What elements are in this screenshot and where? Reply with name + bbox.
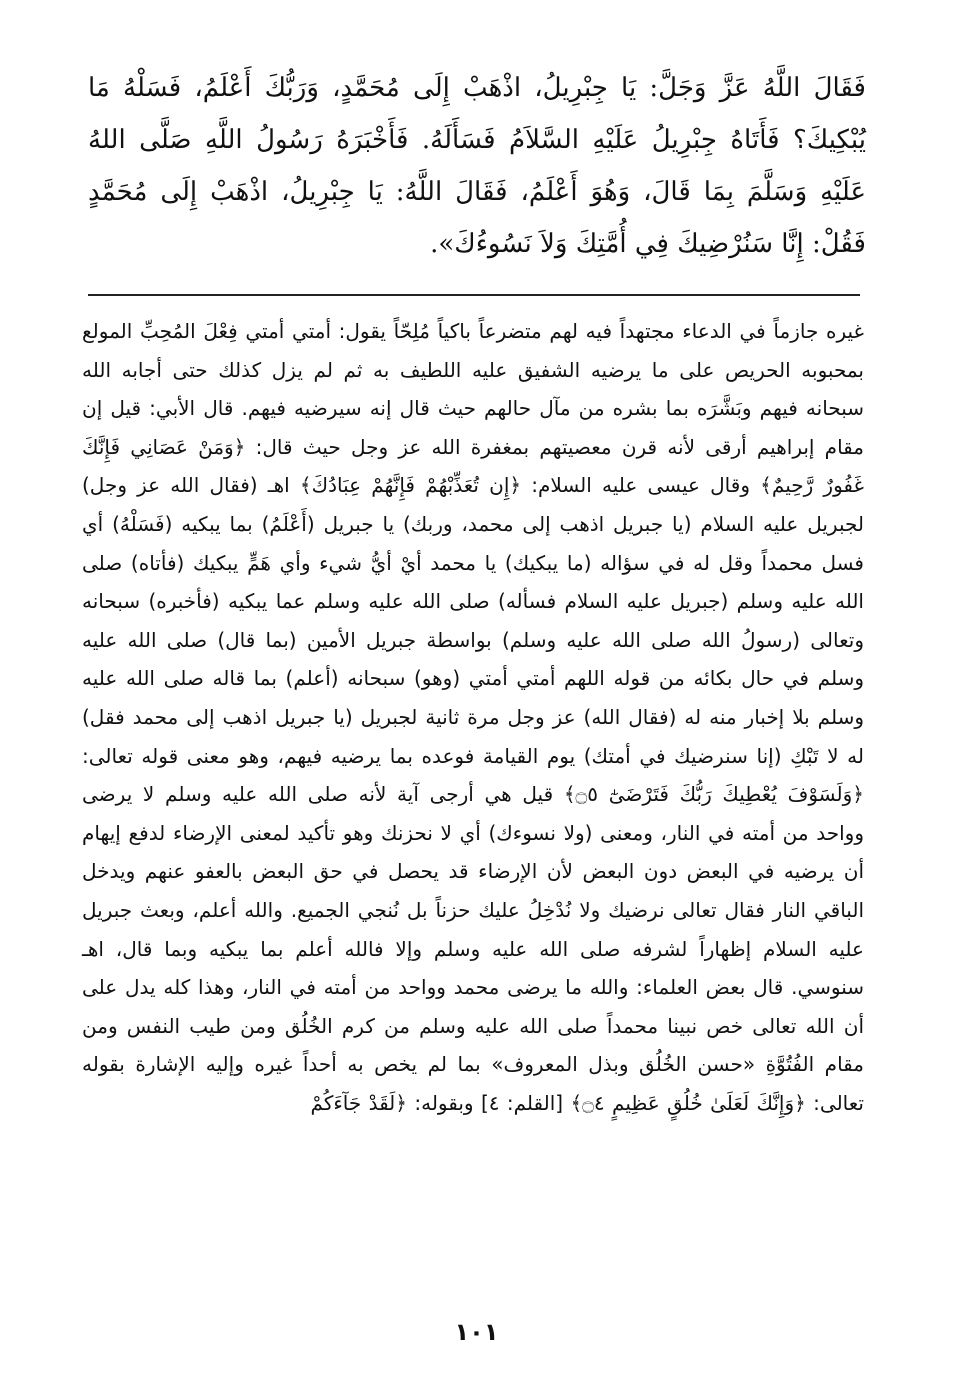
page-number: ١٠١ xyxy=(454,1318,499,1346)
commentary-text xyxy=(82,312,864,1122)
footnote-divider xyxy=(88,294,860,296)
commentary-paragraph: غيره جازماً في الدعاء مجتهداً فيه لهم متضرعاً باكياً مُلِحّاً يقول: أمتي أمتي فِعْلَ المُحِبِّ المولع بمحبوبه الحريص على ما يرضيه الشفيق عليه اللطيف به ثم لم يزل كذلك حتى أجابه الله سبحانه فيهم وبَشَّرَه بما بشره من مآل حالهم حيث قال إنه سيرضيه فيهم. قال الأبي: قيل إن مقام إبراهيم أرقى لأنه قرن معصيتهم بمغفرة الله عز وجل حيث قال: ﴿وَمَنْ عَصَانِي فَإِنَّكَ غَفُورٌ رَّحِيمٌ﴾ وقال عيسى عليه السلام: ﴿إِن تُعَذِّبْهُمْ فَإِنَّهُمْ عِبَادُكَ﴾ اهـ (فقال الله عز وجل) لجبريل عليه السلام (يا جبريل اذهب إلى محمد، وربك) يا جبريل (أَعْلَمُ) بما يبكيه (فَسَلْهُ) أي فسل محمداً وقل له في سؤاله (ما يبكيك) يا محمد أيْ أيُّ شيء وأي هَمٍّ يبكيك (فأتاه) صلى الله عليه وسلم (جبريل عليه السلام فسأله) صلى الله عليه وسلم عما يبكيه (فأخبره) سبحانه وتعالى (رسولُ الله صلى الله عليه وسلم) بواسطة جبريل الأمين (بما قال) صلى الله عليه وسلم في حال بكائه من قوله اللهم أمتي أمتي (وهو) سبحانه (أعلم) بما قاله صلى الله عليه وسلم بلا إخبار منه له (فقال الله) عز وجل مرة ثانية لجبريل (يا جبريل اذهب إلى محمد فقل) له لا تَبْكِ (إنا سنرضيك في أمتك) يوم القيامة فوعده بما يرضيه فيهم، وهو معنى قوله تعالى: ﴿وَلَسَوْفَ يُعْطِيكَ رَبُّكَ فَتَرْضَىٰٓ ۝٥﴾ قيل هي أرجى آية لأنه صلى الله عليه وسلم لا يرضى وواحد من أمته في النار، ومعنى (ولا نسوءك) أي لا نحزنك وهو تأكيد لمعنى الإرضاء لدفع إيهام أن يرضيه في البعض دون البعض لأن الإرضاء قد يحصل في حق البعض بالعفو عنهم ويدخل الباقي النار فقال تعالى نرضيك ولا نُدْخِلُ عليك حزناً بل نُنجي الجميع. والله أعلم، وبعث جبريل عليه السلام إظهاراً لشرفه صلى الله عليه وسلم وإلا فالله أعلم بما يبكيه وبما قال، اهـ سنوسي. قال بعض العلماء: والله ما يرضى محمد وواحد من أمته في النار، وهذا كله يدل على أن الله تعالى خص نبينا محمداً صلى الله عليه وسلم من كرم الخُلُق ومن طيب النفس ومن مقام الفُتُوَّةِ «حسن الخُلُق وبذل المعروف» بما لم يخص به أحداً غيره وإليه الإشارة بقوله تعالى: ﴿وَإِنَّكَ لَعَلَىٰ خُلُقٍ عَظِيمٍ ۝٤﴾ [القلم: ٤] وبقوله: ﴿لَقَدْ جَآءَكُمْ xyxy=(82,319,864,1115)
hadith-paragraph: فَقَالَ اللَّهُ عَزَّ وَجَلَّ: يَا جِبْرِيلُ، اذْهَبْ إِلَى مُحَمَّدٍ، وَرَبُّكَ أَعْلَمُ، فَسَلْهُ مَا يُبْكِيكَ؟ فَأَتَاهُ جِبْرِيلُ عَلَيْهِ السَّلاَمُ فَسَأَلَهُ. فَأَخْبَرَهُ رَسُولُ اللَّهِ صَلَّى اللهُ عَلَيْهِ وَسَلَّمَ بِمَا قَالَ، وَهُوَ أَعْلَمُ، فَقَالَ اللَّهُ: يَا جِبْرِيلُ، اذْهَبْ إِلَى مُحَمَّدٍ فَقُلْ: إِنَّا سَنُرْضِيكَ فِي أُمَّتِكَ وَلاَ نَسُوءُكَ». xyxy=(88,73,866,259)
hadith-text xyxy=(88,62,866,270)
